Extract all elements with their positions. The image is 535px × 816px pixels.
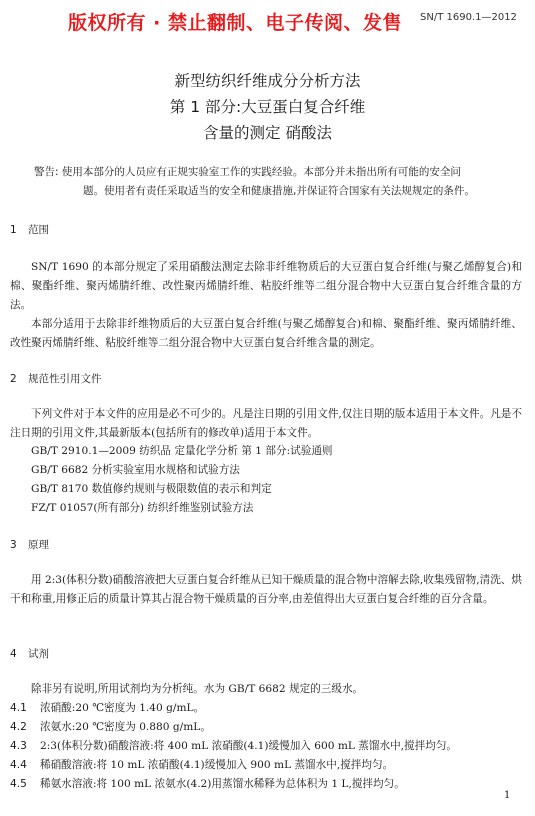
reference-item: GB/T 8170 数值修约规则与极限数值的表示和判定 (31, 483, 272, 495)
reagent-number: 4.4 (10, 759, 27, 771)
section-heading-references (10, 371, 102, 386)
scope-paragraph-2: 本部分适用于去除非纤维物质后的大豆蛋白复合纤维(与聚乙烯醇复合)和棉、聚酯纤维、聚丙烯腈纤维、改性聚丙烯腈纤维、粘胶纤维等二组分混合物中大豆蛋白复合纤维含量的测定。 (10, 318, 522, 349)
principle-paragraph: 用 2:3(体积分数)硝酸溶液把大豆蛋白复合纤维从已知干燥质量的混合物中溶解去除,收集残留物,清洗、烘干和称重,用修正后的质量计算其占混合物干燥质量的百分率,由差值得出大豆蛋白复合纤维的百分含量。 (10, 574, 522, 605)
section-number: 2 (10, 373, 17, 385)
reagent-number: 4.2 (10, 721, 27, 733)
reagent-text: 浓氨水:20 ℃密度为 0.880 g/mL。 (40, 721, 211, 733)
warning-block (34, 163, 504, 201)
reagent-text: 浓硝酸:20 ℃密度为 1.40 g/mL。 (40, 702, 205, 714)
document-number: SN/T 1690.1—2012 (420, 12, 517, 23)
reagent-item (10, 719, 211, 734)
title-line-2: 第 1 部分:大豆蛋白复合纤维 (169, 98, 366, 116)
reagent-text: 稀硝酸溶液:将 10 mL 浓硝酸(4.1)缓慢加入 900 mL 蒸馏水中,搅拌均匀。 (40, 759, 394, 771)
title-line-1: 新型纺织纤维成分分析方法 (174, 72, 361, 90)
reference-item: FZ/T 01057(所有部分) 纺织纤维鉴别试验方法 (31, 502, 254, 514)
reagent-item (10, 738, 457, 753)
section-heading-principle (10, 537, 49, 552)
section-title: 原理 (28, 539, 49, 551)
reagent-text: 稀氨水溶液:将 100 mL 浓氨水(4.2)用蒸馏水稀释为总体积为 1 L,搅拌均匀。 (40, 778, 405, 790)
references-intro: 下列文件对于本文件的应用是必不可少的。凡是注日期的引用文件,仅注日期的版本适用于本文件。凡是不注日期的引用文件,其最新版本(包括所有的修改单)适用于本文件。 (10, 408, 522, 439)
reagent-number: 4.3 (10, 740, 27, 752)
watermark-text: 版权所有 · 禁止翻制、电子传阅、发售 (68, 12, 402, 34)
title-line-3: 含量的测定 硝酸法 (203, 124, 332, 142)
reagent-item (10, 757, 393, 772)
warning-line-2: 题。使用者有责任采取适当的安全和健康措施,并保证符合国家有关法规规定的条件。 (83, 185, 475, 197)
section-title: 试剂 (28, 648, 49, 660)
section-title: 范围 (28, 224, 49, 236)
section-number: 3 (10, 539, 17, 551)
reagent-item (10, 776, 405, 791)
section-number: 1 (10, 224, 17, 236)
page-number: 1 (504, 790, 511, 801)
reagent-item (10, 700, 204, 715)
reagent-number: 4.5 (10, 778, 27, 790)
reference-item: GB/T 2910.1—2009 纺织品 定量化学分析 第 1 部分:试验通则 (31, 445, 333, 457)
reagent-text: 2:3(体积分数)硝酸溶液:将 400 mL 浓硝酸(4.1)缓慢加入 600 mL 蒸馏水中,搅拌均匀。 (40, 740, 458, 752)
section-heading-reagents (10, 646, 49, 661)
reagent-number: 4.1 (10, 702, 27, 714)
reference-item: GB/T 6682 分析实验室用水规格和试验方法 (31, 464, 240, 476)
section-number: 4 (10, 648, 17, 660)
scope-paragraph-1: SN/T 1690 的本部分规定了采用硝酸法测定去除非纤维物质后的大豆蛋白复合纤维(与聚乙烯醇复合)和棉、聚酯纤维、聚丙烯腈纤维、改性聚丙烯腈纤维、粘胶纤维等二组分混合物中大豆蛋白复合纤维含量的方法。 (10, 261, 522, 311)
section-heading-scope (10, 222, 49, 237)
warning-line-1: 警告: 使用本部分的人员应有正规实验室工作的实践经验。本部分并未指出所有可能的安全问 (34, 166, 461, 178)
reagents-intro: 除非另有说明,所用试剂均为分析纯。水为 GB/T 6682 规定的三级水。 (31, 683, 364, 695)
section-title: 规范性引用文件 (28, 373, 102, 385)
